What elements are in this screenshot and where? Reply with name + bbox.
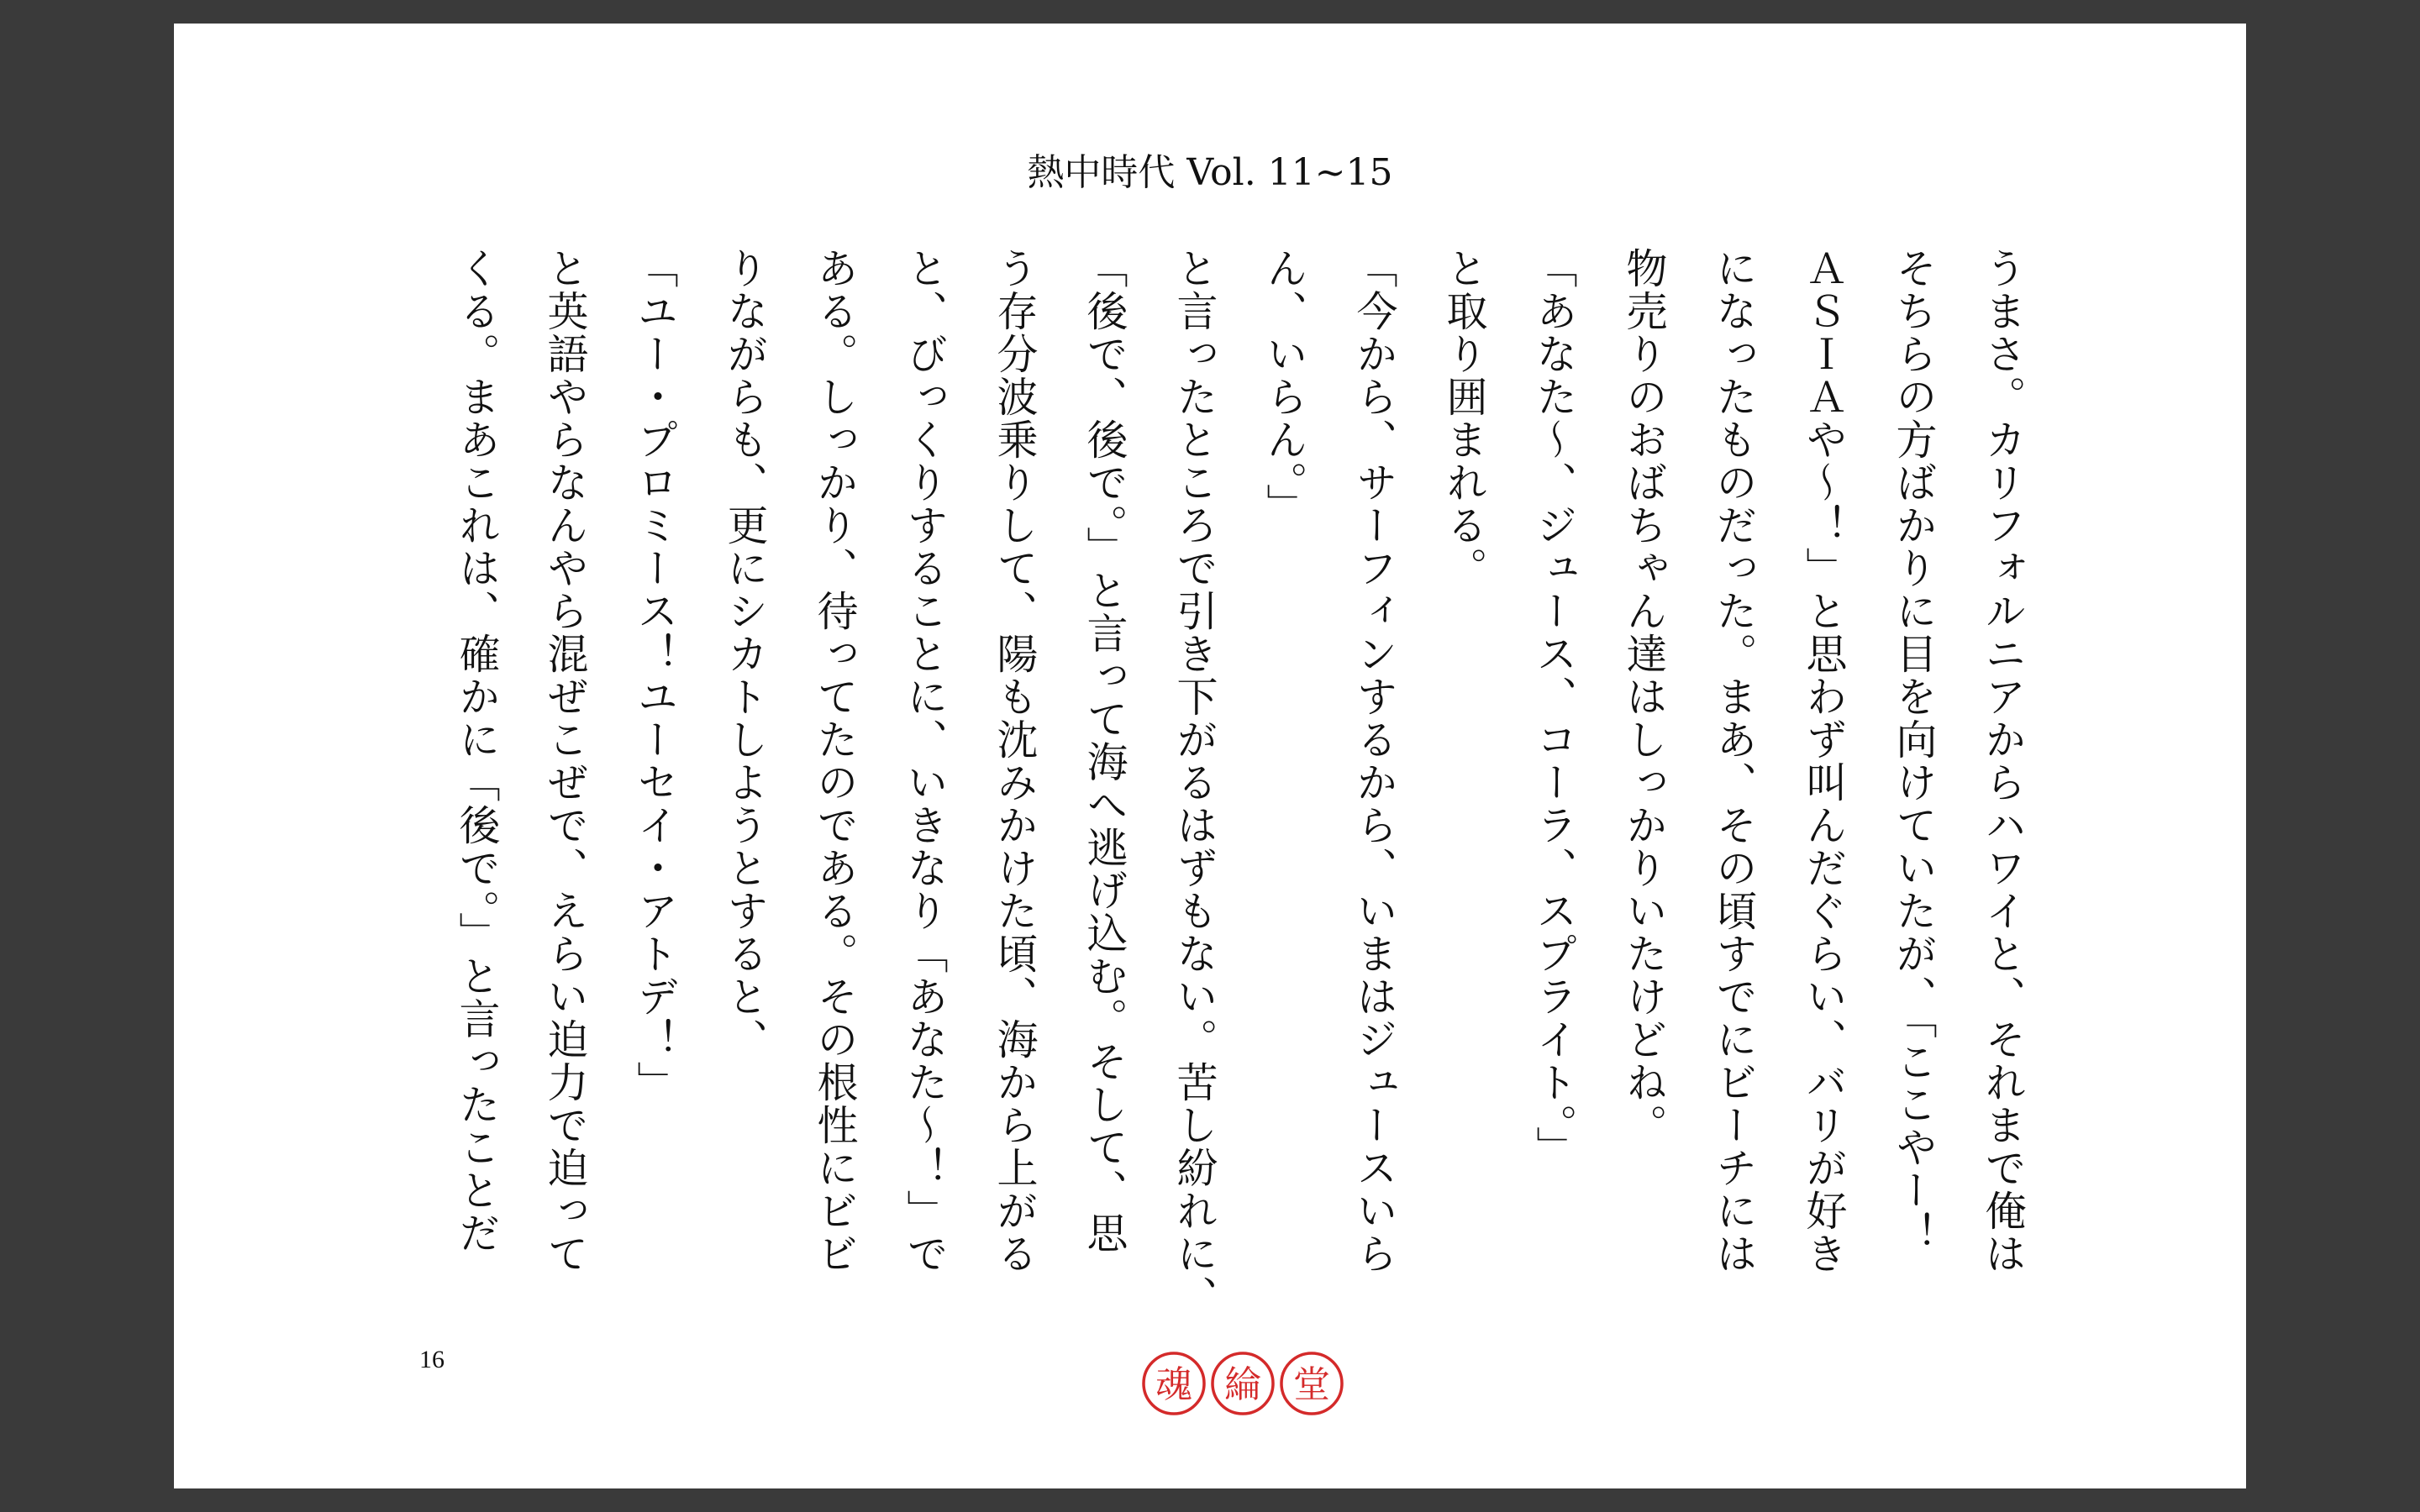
seal-char-2: 綸: [1224, 1363, 1261, 1406]
running-title: 熱中時代 Vol. 11~15: [1027, 151, 1393, 194]
text-column-12: う存分波乗りして、陽も沈みかけた頃、海から上がる: [991, 247, 1039, 1275]
text-column-7: と取り囲まれる。: [1440, 247, 1488, 590]
text-column-8: 「今から、サーフィンするから、いまはジュースいら: [1350, 247, 1398, 1275]
text-column-16: 「ユー・プロミース！ユーセイ・アトデ！」: [631, 247, 679, 1104]
seal-char-1: 魂: [1155, 1363, 1192, 1406]
text-column-13: と、びっくりすることに、いきなり「あなた〜！」で: [901, 247, 949, 1275]
seal-stamp-2: [1213, 1353, 1273, 1414]
text-column-17: と英語やらなんやら混ぜこぜで、えらい迫力で迫って: [541, 247, 589, 1275]
text-column-18: くる。まあこれは、確かに「後で。」と言ったことだ: [453, 247, 501, 1255]
text-column-4: になったものだった。まあ、その頃すでにビーチには: [1710, 247, 1758, 1275]
text-column-14: ある。しっかり、待ってたのである。その根性にビビ: [811, 247, 859, 1275]
text-column-9: ん、いらん。」: [1260, 247, 1308, 527]
text-column-6: 「あなた〜、ジュース、コーラ、スプライト。」: [1530, 247, 1578, 1169]
text-column-5: 物売りのおばちゃん達はしっかりいたけどね。: [1620, 247, 1668, 1147]
seal-stamp-1: [1144, 1353, 1204, 1414]
text-column-2: そちらの方ばかりに目を向けていたが、「ここやー！: [1890, 247, 1938, 1255]
text-column-15: りながらも、更にシカトしようとすると、: [721, 247, 769, 1061]
publisher-seal-logo: [1139, 1349, 1346, 1418]
text-column-10: と言ったところで引き下がるはずもない。苦し紛れに、: [1171, 247, 1218, 1318]
page-number: 16: [419, 1346, 445, 1373]
book-page: [174, 24, 2246, 1488]
text-column-1: うまさ。カリフォルニアからハワイと、それまで俺は: [1979, 247, 2027, 1275]
seal-char-3: 堂: [1293, 1363, 1330, 1406]
text-column-3: ＡＳＩＡや〜！」と思わず叫んだぐらい、バリが好き: [1800, 247, 1848, 1275]
text-column-11: 「後で、後で。」と言って海へ逃げ込む。そして、思: [1081, 247, 1128, 1255]
seal-stamp-3: [1281, 1353, 1342, 1414]
